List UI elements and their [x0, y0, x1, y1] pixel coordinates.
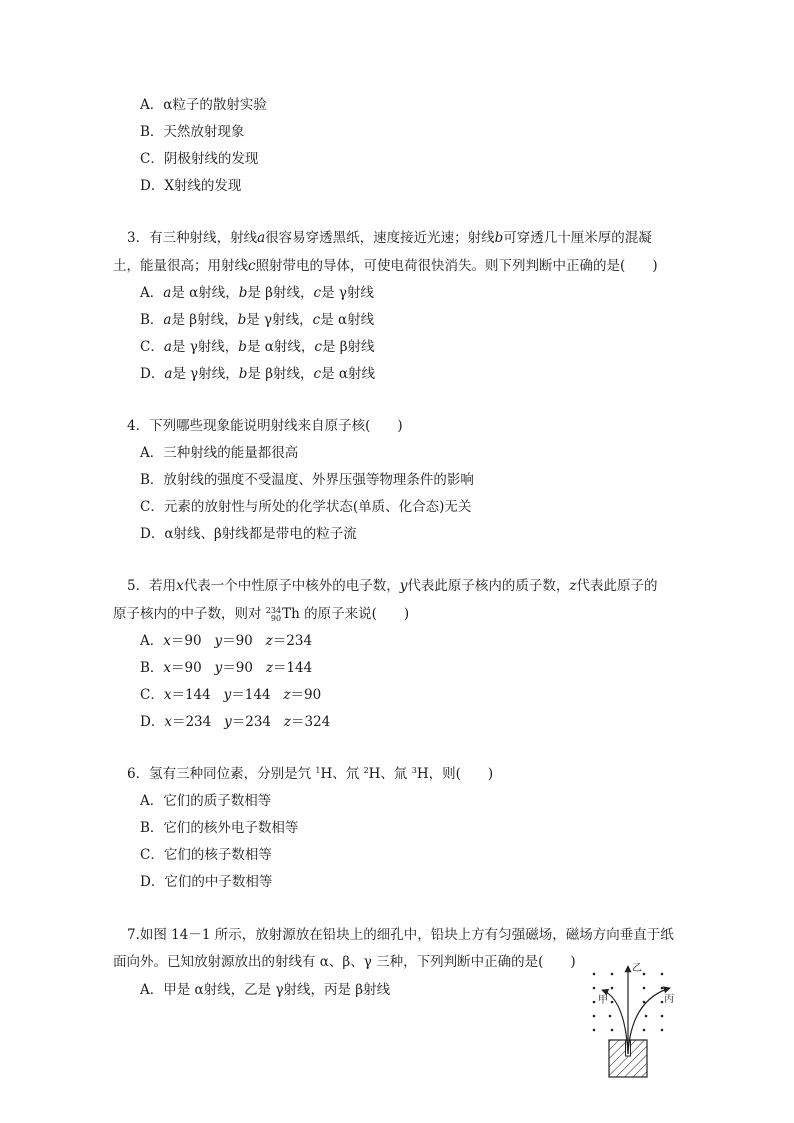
q3-stem-line2: 土，能量很高；用射线c照射带电的导体，可使电荷很快消失。则下列判断中正确的是( ) — [113, 258, 658, 274]
q6-option-d: D．它们的中子数相等 — [140, 874, 273, 890]
q2-option-a: A．α粒子的散射实验 — [140, 97, 267, 113]
q5-option-d: D．x＝234 y＝234 z＝324 — [140, 714, 331, 730]
q2-option-c: C．阴极射线的发现 — [140, 151, 259, 167]
q5-option-b: B．x＝90 y＝90 z＝144 — [140, 660, 313, 676]
q7-stem-line1: 7.如图 14－1 所示，放射源放在铅块上的细孔中，铅块上方有匀强磁场，磁场方向垂直于纸 — [127, 927, 674, 943]
q4-option-c: C．元素的放射性与所处的化学状态(单质、化合态)无关 — [140, 499, 472, 515]
q4-option-a: A．三种射线的能量都很高 — [140, 445, 299, 461]
q4-option-d: D．α射线、β射线都是带电的粒子流 — [140, 526, 357, 542]
q3-option-a: A．a是 α射线，b是 β射线，c是 γ射线 — [140, 285, 374, 301]
radiation-figure — [582, 958, 682, 1080]
atomic-number: 90 — [270, 613, 282, 623]
q3-option-c: C．a是 γ射线，b是 α射线，c是 β射线 — [140, 339, 375, 355]
label-jia: 甲 — [598, 995, 608, 1006]
q4-option-b: B．放射线的强度不受温度、外界压强等物理条件的影响 — [140, 472, 474, 488]
q7-option-a: A．甲是 α射线，乙是 γ射线，丙是 β射线 — [140, 982, 391, 998]
q7-stem-line2: 面向外。已知放射源放出的射线有 α、β、γ 三种，下列判断中正确的是( ) — [113, 954, 576, 970]
mass-number: 234 — [265, 605, 282, 615]
q5-stem-line2: 原子核内的中子数，则对 234 90 Th 的原子来说( ) — [113, 605, 410, 623]
q5-option-a: A．x＝90 y＝90 z＝234 — [140, 633, 313, 649]
q6-option-b: B．它们的核外电子数相等 — [140, 820, 299, 836]
q4-stem: 4．下列哪些现象能说明射线来自原子核( ) — [127, 418, 403, 434]
q3-option-d: D．a是 γ射线，b是 β射线，c是 α射线 — [140, 366, 376, 382]
q3-stem-line1: 3．有三种射线，射线a很容易穿透黑纸，速度接近光速；射线b可穿透几十厘米厚的混凝 — [127, 230, 652, 246]
q2-option-d: D．X射线的发现 — [140, 178, 242, 194]
q2-option-b: B．天然放射现象 — [140, 124, 245, 140]
q5-option-c: C．x＝144 y＝144 z＝90 — [140, 687, 322, 703]
q6-option-c: C．它们的核子数相等 — [140, 847, 272, 863]
q6-stem: 6．氢有三种同位素，分别是氕 $^1$H、氘 $^2$H、氚 $^3$H，则( ) — [127, 766, 494, 782]
q6-option-a: A．它们的质子数相等 — [140, 793, 272, 809]
label-bing: 丙 — [664, 994, 674, 1005]
q3-option-b: B．a是 β射线，b是 γ射线，c是 α射线 — [140, 312, 375, 328]
label-yi: 乙 — [632, 963, 642, 974]
q5-stem-line1: 5．若用x代表一个中性原子中核外的电子数，y代表此原子核内的质子数，z代表此原子的 — [127, 578, 658, 594]
